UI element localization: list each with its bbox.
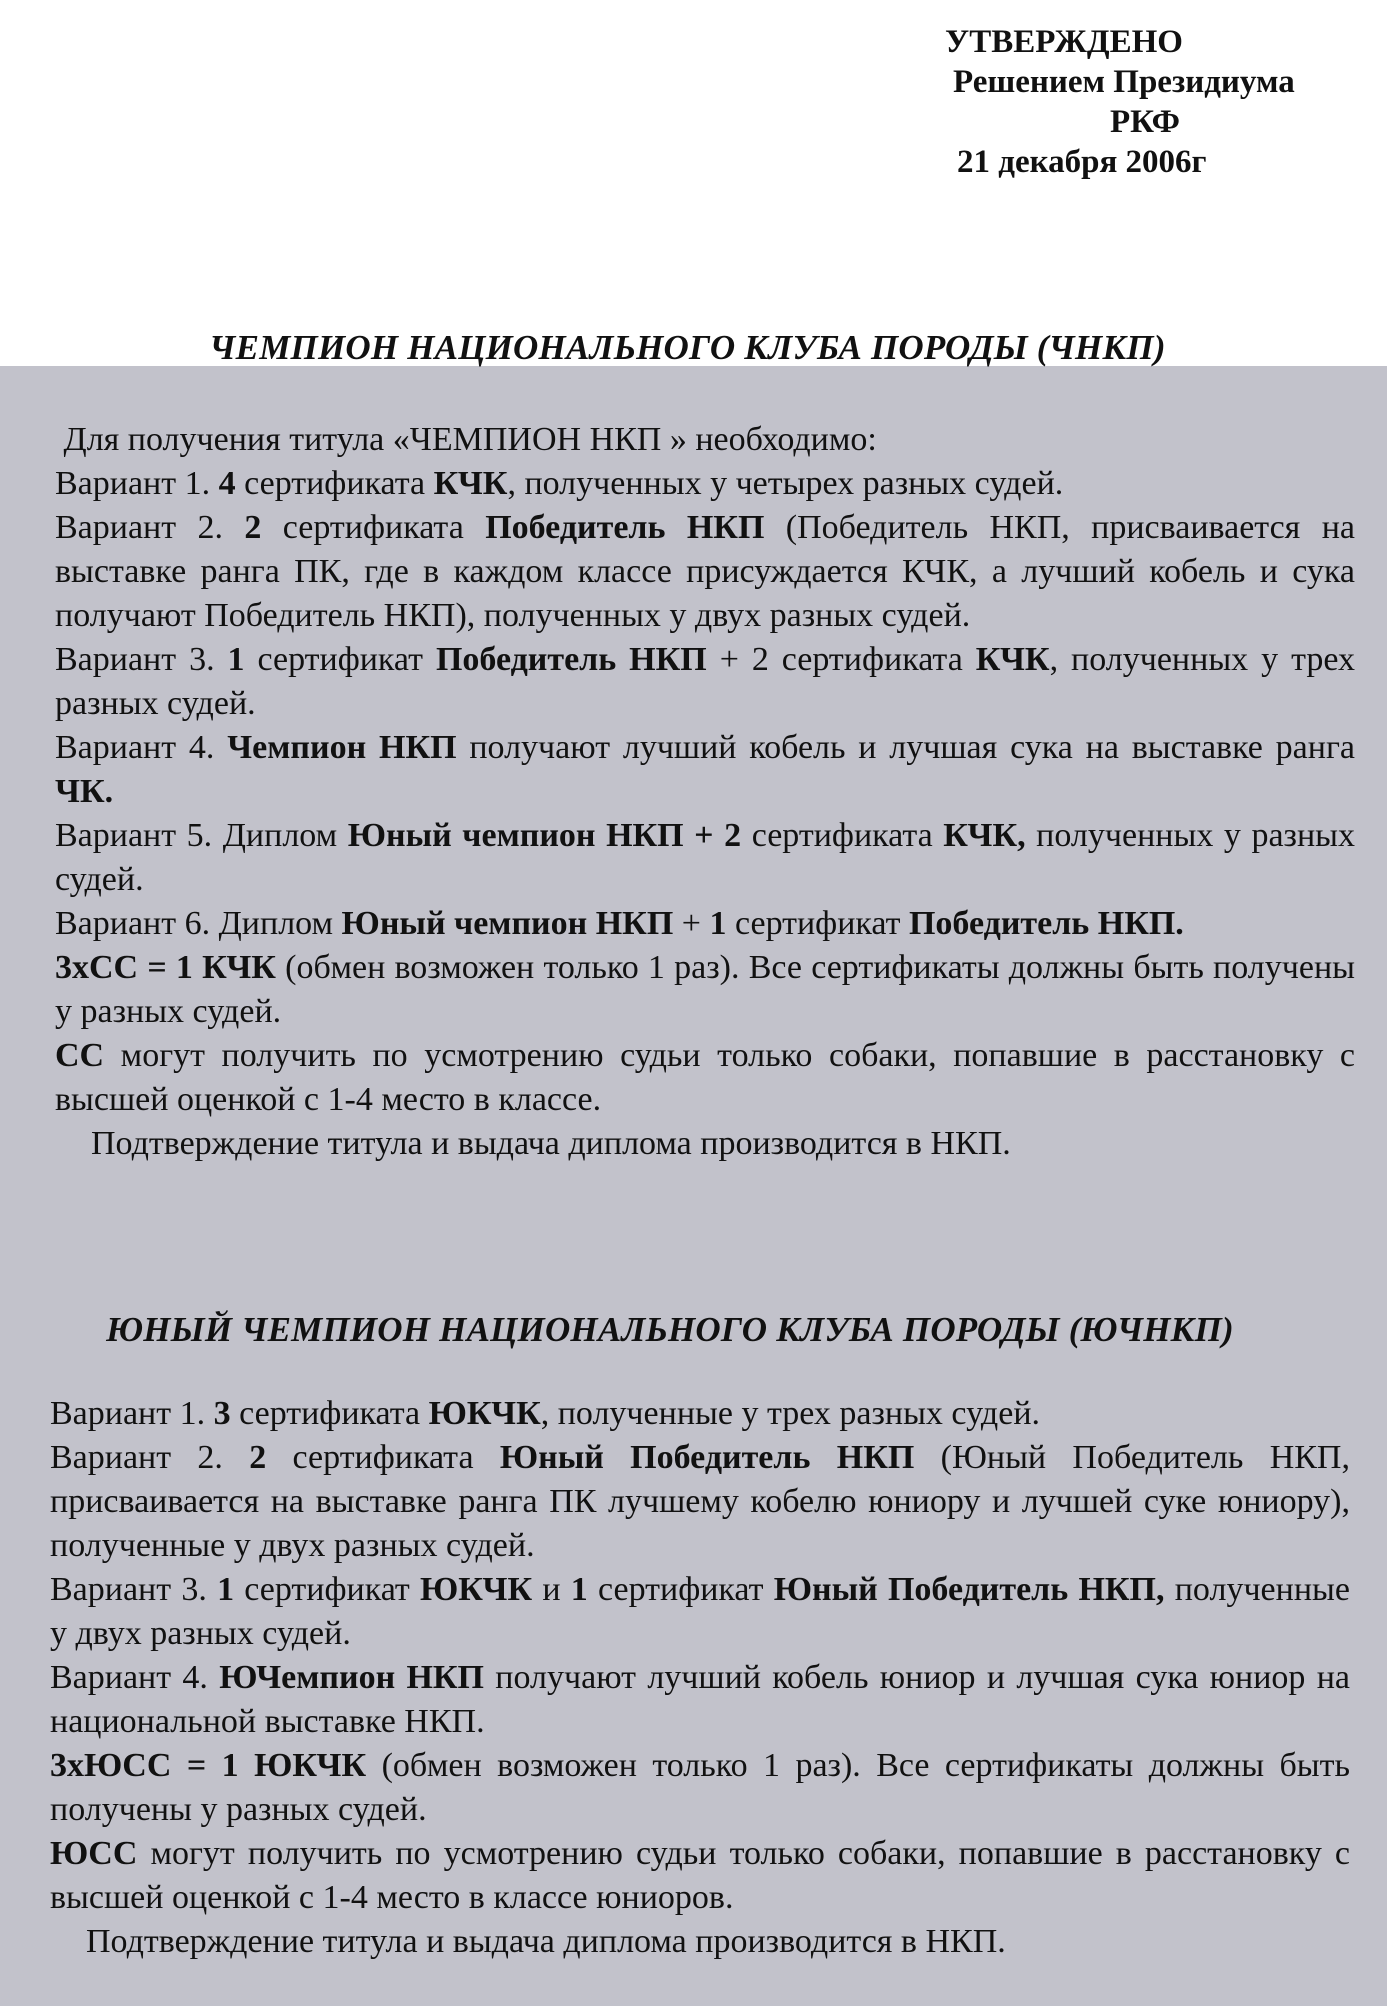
- section-2-body: [50, 1392, 1350, 1964]
- approval-line-2: Решением Президиума: [953, 64, 1295, 100]
- variant-4: Вариант 4. Чемпион НКП получают лучший кобель и лучшая сука на выставке ранга ЧК.: [55, 729, 1355, 810]
- jcc-exchange-rule: 3хЮСС = 1 ЮКЧК (обмен возможен только 1 раз). Все сертификаты должны быть получены у разных судей.: [50, 1747, 1351, 1828]
- intro-text: Для получения титула «ЧЕМПИОН НКП » необходимо:: [63, 421, 877, 458]
- variant-6: Вариант 6. Диплом Юный чемпион НКП + 1 сертификат Победитель НКП.: [55, 905, 1184, 942]
- section-1-body: [55, 418, 1355, 1166]
- variant-2: Вариант 2. 2 сертификата Победитель НКП (Победитель НКП, присваивается на выставке ранга ПК, где в каждом классе присуждается КЧК, а лучший кобель и сука получают Победитель НКП), полученных у двух разных судей.: [55, 509, 1355, 634]
- approval-line-1: УТВЕРЖДЕНО: [945, 24, 1183, 60]
- junior-variant-3: Вариант 3. 1 сертификат ЮКЧК и 1 сертификат Юный Победитель НКП, полученные у двух разных судей.: [50, 1571, 1350, 1652]
- cc-eligibility-rule: СС могут получить по усмотрению судьи только собаки, попавшие в расстановку с высшей оценкой с 1-4 место в классе.: [55, 1037, 1355, 1118]
- jcc-eligibility-rule: ЮСС могут получить по усмотрению судьи только собаки, попавшие в расстановку с высшей оценкой с 1-4 место в классе юниоров.: [50, 1835, 1350, 1916]
- junior-variant-1: Вариант 1. 3 сертификата ЮКЧК, полученные у трех разных судей.: [50, 1395, 1041, 1432]
- confirmation-text: Подтверждение титула и выдача диплома производится в НКП.: [91, 1125, 1011, 1162]
- variant-1: Вариант 1. 4 сертификата КЧК, полученных у четырех разных судей.: [55, 465, 1064, 502]
- approval-date: 21 декабря 2006г: [957, 144, 1207, 180]
- section-2-title: ЮНЫЙ ЧЕМПИОН НАЦИОНАЛЬНОГО КЛУБА ПОРОДЫ (ЮЧНКП): [106, 1310, 1234, 1349]
- variant-3: Вариант 3. 1 сертификат Победитель НКП + 2 сертификата КЧК, полученных у трех разных судей.: [55, 641, 1355, 722]
- approval-stamp: [945, 22, 1365, 182]
- junior-variant-4: Вариант 4. ЮЧемпион НКП получают лучший кобель юниор и лучшая сука юниор на национальной выставке НКП.: [50, 1659, 1350, 1740]
- junior-confirmation-text: Подтверждение титула и выдача диплома производится в НКП.: [86, 1923, 1006, 1960]
- cc-exchange-rule: 3хСС = 1 КЧК (обмен возможен только 1 раз). Все сертификаты должны быть получены у разных судей.: [55, 949, 1355, 1030]
- junior-variant-2: Вариант 2. 2 сертификата Юный Победитель НКП (Юный Победитель НКП, присваивается на выставке ранга ПК лучшему кобелю юниору и лучшей суке юниору), полученные у двух разных судей.: [50, 1439, 1350, 1564]
- approval-line-3: РКФ: [1110, 104, 1180, 140]
- variant-5: Вариант 5. Диплом Юный чемпион НКП + 2 сертификата КЧК, полученных у разных судей.: [55, 817, 1356, 898]
- section-1-title: ЧЕМПИОН НАЦИОНАЛЬНОГО КЛУБА ПОРОДЫ (ЧНКП): [209, 328, 1166, 367]
